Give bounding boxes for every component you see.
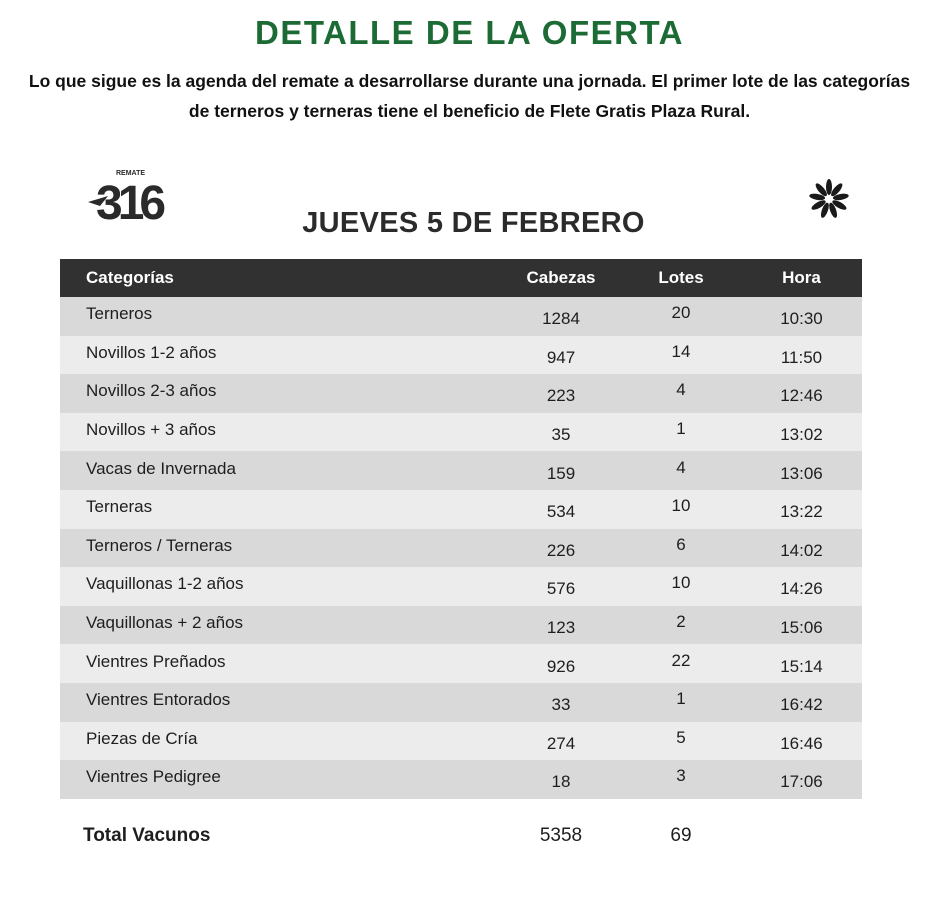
cell-cabezas: 223 bbox=[546, 386, 576, 406]
total-label: Total Vacunos bbox=[83, 825, 211, 846]
header-categorias: Categorías bbox=[86, 268, 174, 287]
cell-categoria: Terneros bbox=[86, 304, 153, 324]
header-hora: Hora bbox=[782, 268, 821, 287]
table-row bbox=[60, 760, 862, 799]
cell-categoria: Vaquillonas 1-2 años bbox=[86, 574, 244, 594]
cell-categoria: Novillos 2-3 años bbox=[86, 381, 217, 401]
table-header bbox=[60, 259, 862, 297]
cell-hora: 11:50 bbox=[780, 347, 823, 367]
cell-categoria: Vacas de Invernada bbox=[86, 458, 236, 478]
cell-lotes: 2 bbox=[676, 612, 686, 632]
table-row bbox=[60, 336, 862, 375]
cell-cabezas: 226 bbox=[546, 540, 576, 560]
intro-text bbox=[0, 66, 939, 126]
total-cabezas: 5358 bbox=[539, 825, 583, 846]
cell-cabezas: 534 bbox=[546, 502, 576, 522]
cell-cabezas: 35 bbox=[551, 425, 571, 445]
cell-hora: 17:06 bbox=[780, 772, 823, 792]
cell-hora: 15:14 bbox=[780, 656, 823, 676]
cell-lotes: 10 bbox=[671, 496, 691, 516]
table-row bbox=[60, 490, 862, 529]
cell-categoria: Novillos + 3 años bbox=[86, 420, 216, 440]
cell-categoria: Novillos 1-2 años bbox=[86, 342, 217, 362]
cell-categoria: Vientres Preñados bbox=[86, 651, 226, 671]
cell-hora: 15:06 bbox=[780, 618, 823, 638]
cell-categoria: Vientres Pedigree bbox=[86, 767, 221, 787]
table-row bbox=[60, 374, 862, 413]
table-row bbox=[60, 606, 862, 645]
cell-cabezas: 926 bbox=[546, 656, 576, 676]
header-lotes: Lotes bbox=[658, 268, 704, 287]
cell-hora: 13:22 bbox=[780, 502, 823, 522]
cell-hora: 12:46 bbox=[780, 386, 823, 406]
cell-hora: 14:26 bbox=[780, 579, 823, 599]
cell-hora: 13:02 bbox=[780, 425, 823, 445]
intro-line-1: Lo que sigue es la agenda del remate a desarrollarse durante una jornada. El primer lote de las categorías bbox=[28, 71, 911, 91]
cell-cabezas: 947 bbox=[546, 347, 576, 367]
table-row bbox=[60, 683, 862, 722]
cell-hora: 10:30 bbox=[780, 309, 823, 329]
cell-categoria: Vaquillonas + 2 años bbox=[86, 613, 244, 633]
auction-schedule-table bbox=[60, 259, 862, 799]
cell-lotes: 14 bbox=[671, 341, 691, 361]
cell-hora: 16:46 bbox=[780, 733, 823, 753]
header-cabezas: Cabezas bbox=[526, 268, 596, 287]
table-row bbox=[60, 451, 862, 490]
table-row bbox=[60, 644, 862, 683]
logo-small-text: REMATE bbox=[116, 170, 146, 177]
cell-cabezas: 18 bbox=[551, 772, 571, 792]
cell-lotes: 10 bbox=[671, 573, 691, 593]
cell-lotes: 1 bbox=[676, 689, 686, 709]
cell-cabezas: 159 bbox=[546, 463, 576, 483]
cell-cabezas: 123 bbox=[546, 618, 576, 638]
day-title: JUEVES 5 DE FEBRERO bbox=[302, 207, 645, 239]
cell-lotes: 3 bbox=[676, 766, 686, 786]
cell-cabezas: 274 bbox=[546, 733, 576, 753]
cell-lotes: 20 bbox=[671, 303, 691, 323]
total-row bbox=[60, 818, 862, 854]
cell-cabezas: 1284 bbox=[542, 309, 580, 329]
cell-cabezas: 33 bbox=[551, 695, 571, 715]
cell-lotes: 4 bbox=[676, 457, 686, 477]
table-row bbox=[60, 529, 862, 568]
cell-hora: 13:06 bbox=[780, 463, 823, 483]
table-row bbox=[60, 722, 862, 761]
cell-lotes: 22 bbox=[671, 650, 691, 670]
cell-lotes: 6 bbox=[676, 534, 686, 554]
cell-categoria: Terneras bbox=[86, 497, 153, 517]
cell-categoria: Terneros / Terneras bbox=[86, 535, 233, 555]
cell-categoria: Vientres Entorados bbox=[86, 690, 231, 710]
table-row bbox=[60, 413, 862, 452]
cell-hora: 14:02 bbox=[780, 540, 823, 560]
table-row bbox=[60, 297, 862, 336]
table-row bbox=[60, 567, 862, 606]
intro-line-2: de terneros y terneras tiene el beneficio de Flete Gratis Plaza Rural. bbox=[188, 101, 751, 121]
logo-number: 316 bbox=[96, 177, 162, 224]
cell-lotes: 5 bbox=[676, 727, 686, 747]
page-title: DETALLE DE LA OFERTA bbox=[254, 14, 685, 51]
total-lotes: 69 bbox=[670, 825, 692, 846]
cell-lotes: 4 bbox=[676, 380, 686, 400]
cell-categoria: Piezas de Cría bbox=[86, 728, 198, 748]
cell-cabezas: 576 bbox=[546, 579, 576, 599]
cell-lotes: 1 bbox=[676, 419, 686, 439]
cell-hora: 16:42 bbox=[780, 695, 823, 715]
